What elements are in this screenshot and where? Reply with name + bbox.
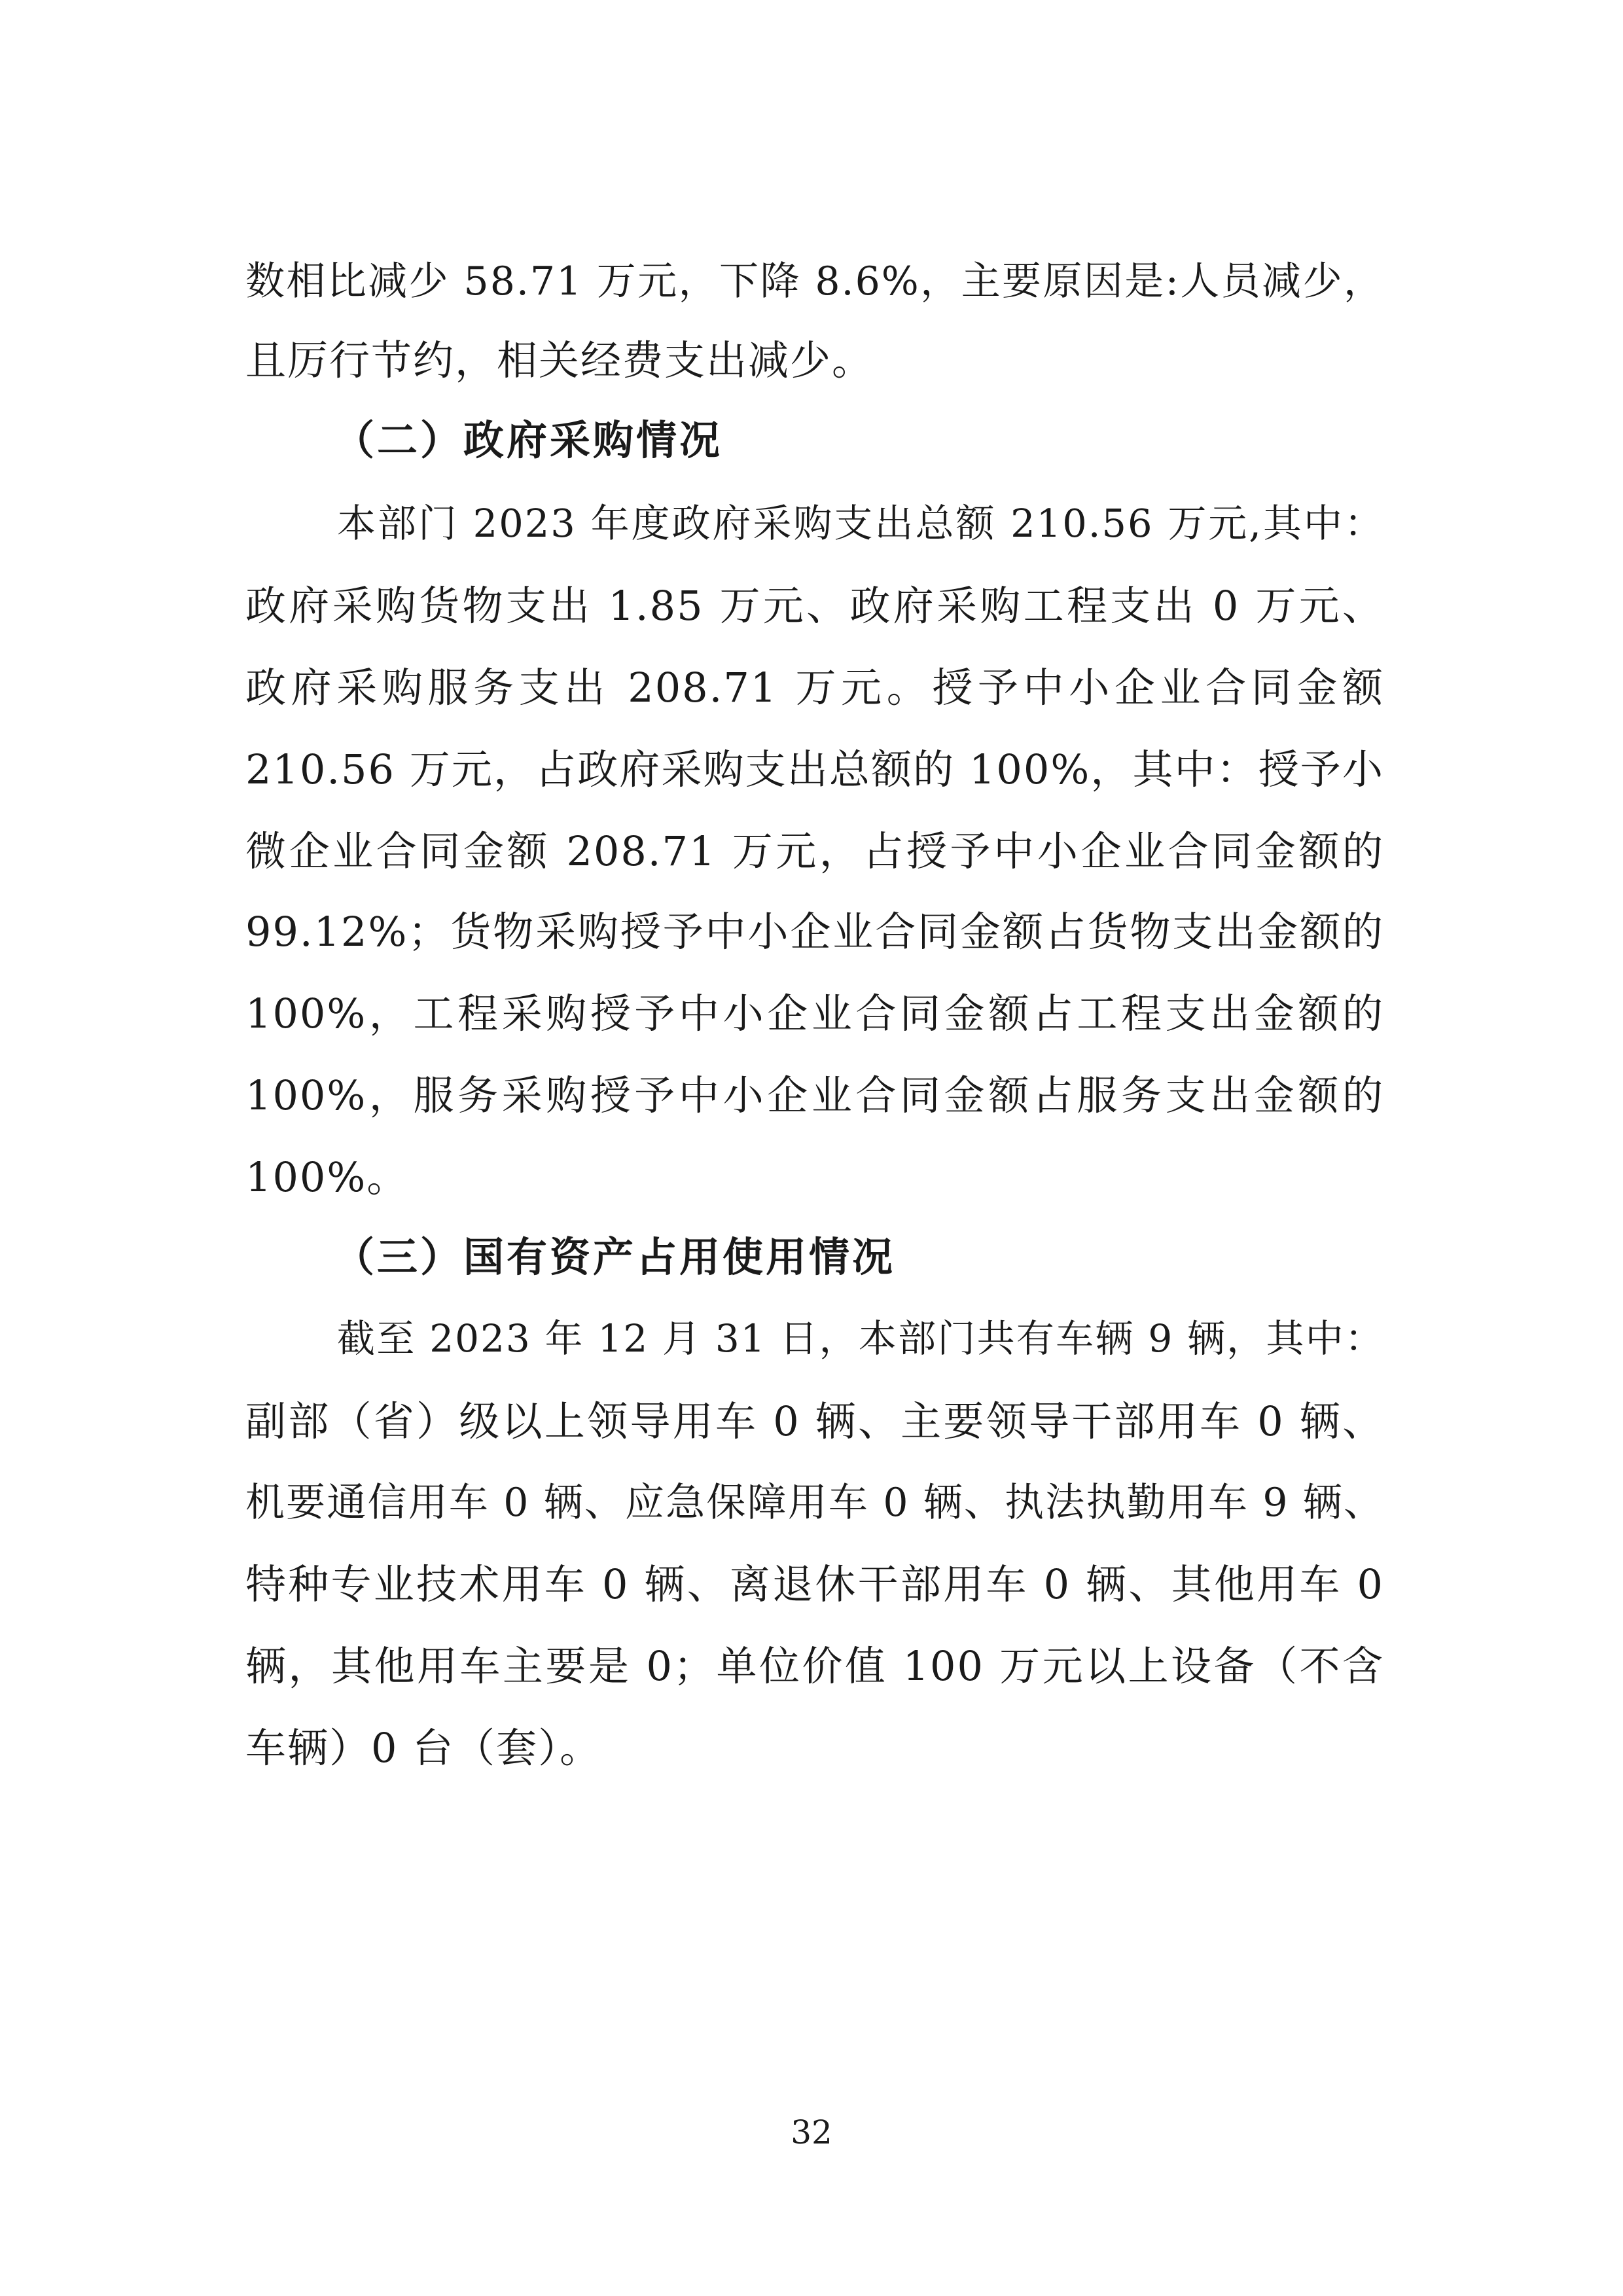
page-number: 32 — [791, 2113, 832, 2151]
paragraph-line: 100%，工程采购授予中小企业合同金额占工程支出金额的 — [245, 990, 1384, 1037]
paragraph-line: 99.12%；货物采购授予中小企业合同金额占货物支出金额的 — [245, 908, 1384, 956]
paragraph-line: 政府采购服务支出 208.71 万元。授予中小企业合同金额 — [245, 664, 1384, 711]
paragraph-line: 机要通信用车 0 辆、应急保障用车 0 辆、执法执勤用车 9 辆、 — [245, 1480, 1384, 1526]
paragraph-line: 特种专业技术用车 0 辆、离退休干部用车 0 辆、其他用车 0 — [245, 1560, 1384, 1608]
paragraph-line: 截至 2023 年 12 月 31 日，本部门共有车辆 9 辆，其中： — [337, 1316, 1384, 1361]
paragraph-line: 副部（省）级以上领导用车 0 辆、主要领导干部用车 0 辆、 — [245, 1397, 1384, 1445]
paragraph-line: 车辆）0 台（套）。 — [245, 1724, 602, 1772]
paragraph-line: 数相比减少 58.71 万元，下降 8.6%，主要原因是:人员减少， — [245, 259, 1384, 304]
paragraph-line: 政府采购货物支出 1.85 万元、政府采购工程支出 0 万元、 — [245, 582, 1384, 630]
paragraph-line: 100%。 — [245, 1153, 409, 1201]
paragraph-line: 微企业合同金额 208.71 万元，占授予中小企业合同金额的 — [245, 827, 1384, 875]
section-heading: （二）政府采购情况 — [334, 416, 723, 464]
paragraph-line: 本部门 2023 年度政府采购支出总额 210.56 万元,其中： — [337, 501, 1384, 546]
paragraph-line: 且厉行节约，相关经费支出减少。 — [245, 336, 874, 384]
paragraph-line: 100%，服务采购授予中小企业合同金额占服务支出金额的 — [245, 1071, 1384, 1119]
paragraph-line: 辆，其他用车主要是 0；单位价值 100 万元以上设备（不含 — [245, 1642, 1384, 1690]
section-heading: （三）国有资产占用使用情况 — [334, 1233, 896, 1281]
paragraph-line: 210.56 万元，占政府采购支出总额的 100%，其中：授予小 — [245, 745, 1384, 793]
